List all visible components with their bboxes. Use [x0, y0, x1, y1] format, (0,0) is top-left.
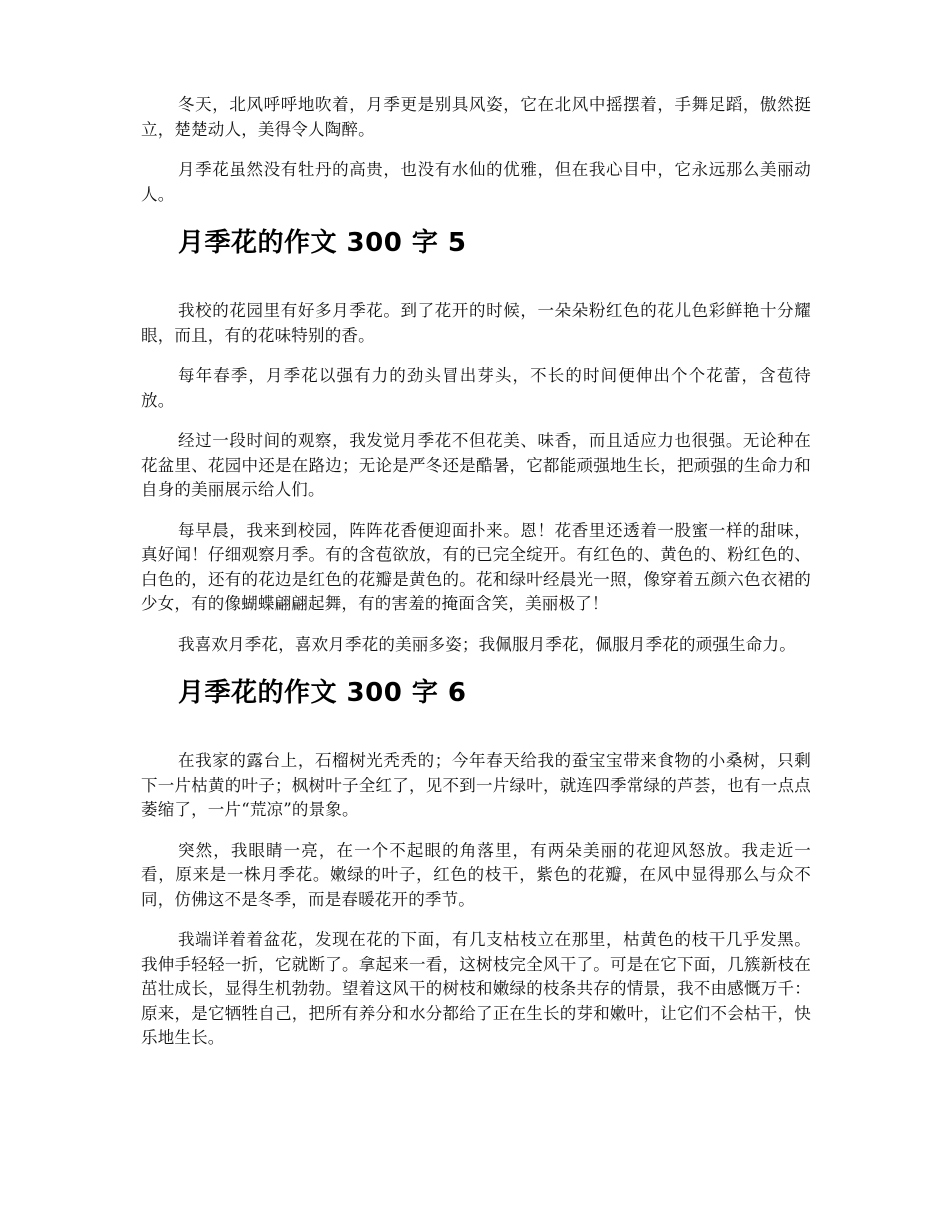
paragraph: 月季花虽然没有牡丹的高贵，也没有水仙的优雅，但在我心目中，它永远那么美丽动人。: [141, 160, 811, 204]
paragraph: 突然，我眼睛一亮，在一个不起眼的角落里，有两朵美丽的花迎风怒放。我走近一看，原来是一株月季花。嫩绿的叶子，红色的枝干，紫色的花瓣，在风中显得那么与众不同，仿佛这不是冬季，而是春暖花开的季节。: [141, 840, 811, 909]
document-page: [141, 93, 811, 1067]
paragraph: 冬天，北风呼呼地吹着，月季更是别具风姿，它在北风中摇摆着，手舞足蹈，傲然挺立，楚楚动人，美得令人陶醉。: [141, 95, 811, 139]
essay-section-5: [141, 223, 811, 657]
paragraph: 我端详着着盆花，发现在花的下面，有几支枯枝立在那里，枯黄色的枝干几乎发黑。我伸手轻轻一折，它就断了。拿起来一看，这树枝完全风干了。可是在它下面，几簇新枝在茁壮成长，显得生机勃勃。望着这风干的树枝和嫩绿的枝条共存的情景，我不由感慨万千：原来，是它牺牲自己，把所有养分和水分都给了正在生长的芽和嫩叶，让它们不会枯干，快乐地生长。: [141, 930, 811, 1047]
paragraph: 每年春季，月季花以强有力的劲头冒出芽头，不长的时间便伸出个个花蕾，含苞待放。: [141, 366, 811, 410]
paragraph: 我校的花园里有好多月季花。到了花开的时候，一朵朵粉红色的花儿色彩鲜艳十分耀眼，而且，有的花味特别的香。: [141, 301, 811, 345]
section-heading: 月季花的作文 300 字 5: [178, 228, 467, 258]
paragraph: 每早晨，我来到校园，阵阵花香便迎面扑来。恩！花香里还透着一股蜜一样的甜味，真好闻！仔细观察月季。有的含苞欲放，有的已完全绽开。有红色的、黄色的、粉红色的、白色的，还有的花边是红色的花瓣是黄色的。花和绿叶经晨光一照，像穿着五颜六色衣裙的少女，有的像蝴蝶翩翩起舞，有的害羞的掩面含笑，美丽极了！: [141, 520, 811, 613]
paragraph: 在我家的露台上，石榴树光秃秃的；今年春天给我的蚕宝宝带来食物的小桑树，只剩下一片枯黄的叶子；枫树叶子全红了，见不到一片绿叶，就连四季常绿的芦荟，也有一点点萎缩了，一片“荒凉”的景象。: [141, 751, 811, 819]
section-heading: 月季花的作文 300 字 6: [178, 678, 467, 708]
paragraph: 我喜欢月季花，喜欢月季花的美丽多姿；我佩服月季花，佩服月季花的顽强生命力。: [178, 634, 796, 654]
paragraph: 经过一段时间的观察，我发觉月季花不但花美、味香，而且适应力也很强。无论种在花盆里、花园中还是在路边；无论是严冬还是酷暑，它都能顽强地生长，把顽强的生命力和自身的美丽展示给人们。: [141, 431, 811, 499]
essay-section-6: [141, 673, 811, 1051]
